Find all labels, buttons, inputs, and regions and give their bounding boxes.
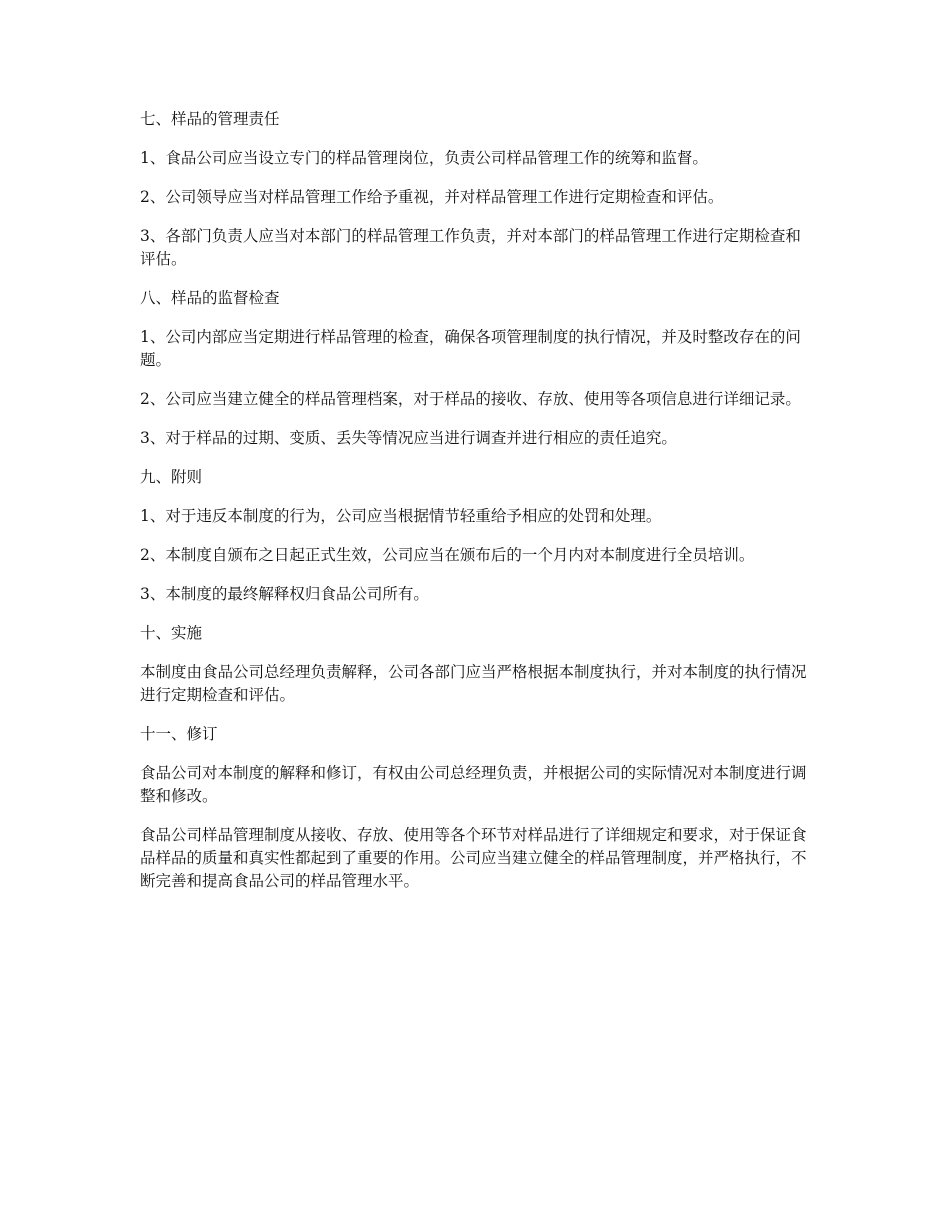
paragraph: 食品公司样品管理制度从接收、存放、使用等各个环节对样品进行了详细规定和要求，对于保证食品样品的质量和真实性都起到了重要的作用。公司应当建立健全的样品管理制度，并严格执行，不断完善和提高食品公司的样品管理水平。 — [140, 826, 807, 890]
document-page — [140, 108, 810, 909]
section-heading: 十、实施 — [140, 624, 203, 642]
paragraph: 3、本制度的最终解释权归食品公司所有。 — [140, 585, 429, 603]
paragraph: 3、各部门负责人应当对本部门的样品管理工作负责，并对本部门的样品管理工作进行定期检查和评估。 — [140, 227, 801, 268]
section-heading: 八、样品的监督检查 — [140, 289, 280, 307]
paragraph: 2、公司领导应当对样品管理工作给予重视，并对样品管理工作进行定期检查和评估。 — [140, 188, 724, 206]
section-heading: 七、样品的管理责任 — [140, 110, 280, 128]
paragraph: 3、对于样品的过期、变质、丢失等情况应当进行调查并进行相应的责任追究。 — [140, 429, 677, 447]
paragraph: 1、公司内部应当定期进行样品管理的检查，确保各项管理制度的执行情况，并及时整改存在的问题。 — [140, 328, 801, 369]
paragraph: 2、本制度自颁布之日起正式生效，公司应当在颁布后的一个月内对本制度进行全员培训。 — [140, 546, 755, 564]
section-heading: 九、附则 — [140, 468, 203, 486]
section-heading: 十一、修订 — [140, 725, 218, 743]
paragraph: 1、对于违反本制度的行为，公司应当根据情节轻重给予相应的处罚和处理。 — [140, 507, 662, 525]
paragraph: 2、公司应当建立健全的样品管理档案，对于样品的接收、存放、使用等各项信息进行详细记录。 — [140, 390, 801, 408]
paragraph: 本制度由食品公司总经理负责解释，公司各部门应当严格根据本制度执行，并对本制度的执行情况进行定期检查和评估。 — [140, 663, 807, 704]
paragraph: 食品公司对本制度的解释和修订，有权由公司总经理负责，并根据公司的实际情况对本制度进行调整和修改。 — [140, 764, 807, 805]
paragraph: 1、食品公司应当设立专门的样品管理岗位，负责公司样品管理工作的统筹和监督。 — [140, 149, 708, 167]
